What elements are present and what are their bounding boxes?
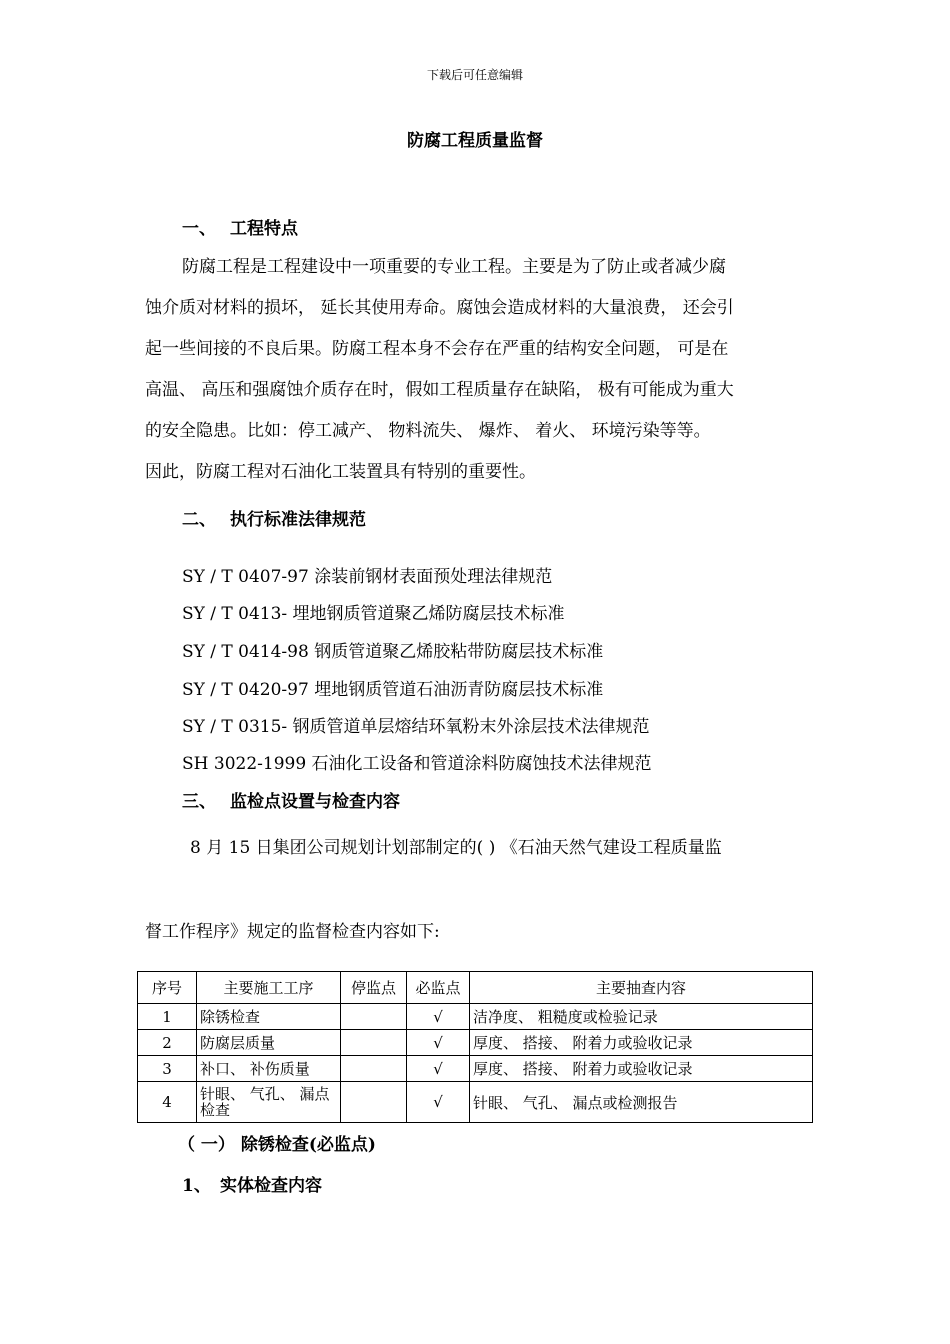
column-header: 停监点: [341, 972, 407, 1004]
section-1-line: 高温、 高压和强腐蚀介质存在时，假如工程质量存在缺陷， 极有可能成为重大: [145, 380, 734, 400]
section-2-number: 二、: [182, 510, 216, 530]
standard-item: SY / T 0420-97 埋地钢质管道石油沥青防腐层技术标准: [182, 680, 604, 700]
column-header: 主要抽查内容: [470, 972, 813, 1004]
row-stop-point: [341, 1030, 407, 1056]
subsection-1-heading: [182, 1171, 322, 1196]
table-row: [138, 1056, 813, 1082]
document-title: 防腐工程质量监督: [407, 131, 543, 151]
section-3-line: 8 月 15 日集团公司规划计划部制定的( ) 《石油天然气建设工程质量监: [190, 838, 722, 858]
section-1-heading: [182, 214, 298, 239]
row-content: 洁净度、 粗糙度或检验记录: [470, 1004, 813, 1030]
section-1-number: 一、: [182, 219, 216, 239]
section-3-title: 监检点设置与检查内容: [230, 792, 400, 812]
row-content: 针眼、 气孔、 漏点或检测报告: [470, 1082, 813, 1123]
section-1-line: 因此，防腐工程对石油化工装置具有特别的重要性。: [145, 462, 536, 482]
table-header-row: [138, 972, 813, 1004]
section-1-line: 的安全隐患。比如：停工减产、 物料流失、 爆炸、 着火、 环境污染等等。: [145, 421, 711, 441]
section-1-line: 起一些间接的不良后果。防腐工程本身不会存在严重的结构安全问题， 可是在: [145, 339, 729, 359]
standard-item: SY / T 0407-97 涂装前钢材表面预处理法律规范: [182, 567, 553, 587]
page-header: 下载后可任意编辑: [426, 68, 523, 82]
row-must-point: √: [407, 1082, 470, 1123]
inspection-table: [137, 971, 813, 1123]
section-1-line: 蚀介质对材料的损坏， 延长其使用寿命。腐蚀会造成材料的大量浪费， 还会引: [145, 298, 734, 318]
table-row: [138, 1004, 813, 1030]
row-must-point: √: [407, 1030, 470, 1056]
row-content: 厚度、 搭接、 附着力或验收记录: [470, 1056, 813, 1082]
row-process: 除锈检查: [197, 1004, 341, 1030]
row-process: 防腐层质量: [197, 1030, 341, 1056]
row-stop-point: [341, 1082, 407, 1123]
row-number: 1: [138, 1004, 197, 1030]
section-3-heading: [182, 787, 400, 812]
row-stop-point: [341, 1056, 407, 1082]
column-header: 序号: [138, 972, 197, 1004]
section-3-number: 三、: [182, 792, 216, 812]
section-2-heading: [182, 505, 366, 530]
column-header: 必监点: [407, 972, 470, 1004]
standard-item: SY / T 0315- 钢质管道单层熔结环氧粉末外涂层技术法律规范: [182, 717, 650, 737]
row-must-point: √: [407, 1056, 470, 1082]
section-1-title: 工程特点: [230, 219, 298, 239]
section-3-line: 督工作程序》规定的监督检查内容如下:: [145, 922, 440, 942]
column-header: 主要施工工序: [197, 972, 341, 1004]
row-process: 补口、 补伤质量: [197, 1056, 341, 1082]
table-row: [138, 1082, 813, 1123]
standard-item: SY / T 0414-98 钢质管道聚乙烯胶粘带防腐层技术标准: [182, 642, 604, 662]
section-1-line: 防腐工程是工程建设中一项重要的专业工程。主要是为了防止或者减少腐: [182, 257, 726, 277]
subsection-1-title: 实体检查内容: [220, 1176, 322, 1196]
section-2-title: 执行标准法律规范: [230, 510, 366, 530]
standard-item: SY / T 0413- 埋地钢质管道聚乙烯防腐层技术标准: [182, 604, 565, 624]
row-must-point: √: [407, 1004, 470, 1030]
row-stop-point: [341, 1004, 407, 1030]
subsection-heading: （ 一） 除锈检查(必监点): [178, 1135, 376, 1155]
row-number: 4: [138, 1082, 197, 1123]
subsection-1-number: 1、: [182, 1176, 211, 1196]
row-process: 针眼、 气孔、 漏点检查: [197, 1082, 341, 1123]
table-row: [138, 1030, 813, 1056]
standard-item: SH 3022-1999 石油化工设备和管道涂料防腐蚀技术法律规范: [182, 754, 652, 774]
row-number: 2: [138, 1030, 197, 1056]
row-content: 厚度、 搭接、 附着力或验收记录: [470, 1030, 813, 1056]
row-number: 3: [138, 1056, 197, 1082]
